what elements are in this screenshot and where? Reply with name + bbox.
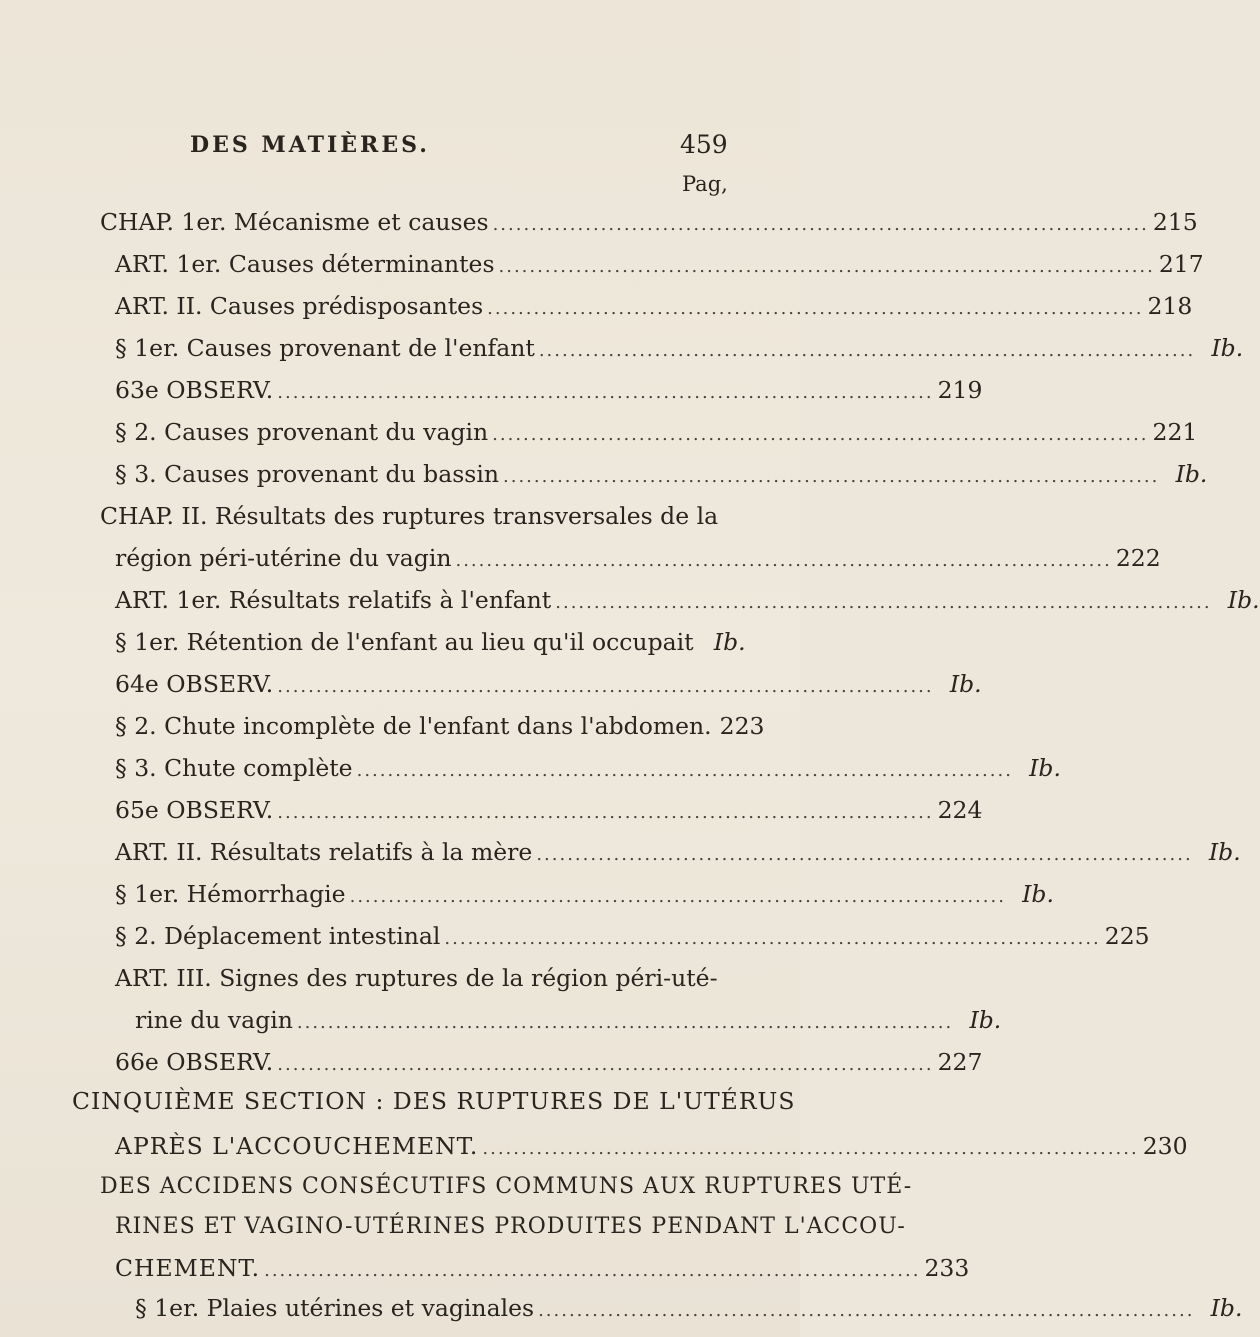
toc-entry-page: 230 xyxy=(1142,1132,1188,1160)
dot-leader: ..................................................................................... xyxy=(455,550,1112,571)
pag-column-label: Pag, xyxy=(682,172,728,196)
toc-entry-text: § 3. Causes provenant du bassin xyxy=(115,460,500,488)
toc-entry xyxy=(115,628,746,656)
toc-entry-text: § 1er. Causes provenant de l'enfant xyxy=(115,334,535,362)
toc-entry-page: 215 xyxy=(1152,208,1198,236)
toc-entry xyxy=(115,376,983,404)
toc-entry-page: Ib. xyxy=(713,628,746,656)
toc-entry-page: 221 xyxy=(1152,418,1198,446)
dot-leader: ..................................................................................... xyxy=(492,214,1149,235)
toc-entry-text: ART. 1er. Résultats relatifs à l'enfant xyxy=(115,586,552,614)
dot-leader: ..................................................................................... xyxy=(487,298,1144,319)
toc-entry-page: 225 xyxy=(1104,922,1150,950)
dot-leader: ..................................................................................... xyxy=(492,424,1149,445)
dot-leader: ..................................................................................... xyxy=(538,340,1196,361)
toc-entry-text: ART. III. Signes des ruptures de la région péri-uté- xyxy=(115,964,718,992)
toc-entry-text: 66e OBSERV. xyxy=(115,1048,274,1076)
dot-leader: ..................................................................................... xyxy=(277,1054,934,1075)
toc-entry-page: 223 xyxy=(719,712,765,740)
toc-entry-text: 64e OBSERV. xyxy=(115,670,274,698)
toc-entry xyxy=(135,1294,1243,1322)
toc-entry-page: 224 xyxy=(937,796,983,824)
toc-entry-text: APRÈS L'ACCOUCHEMENT. xyxy=(115,1132,479,1160)
toc-entry-page: Ib. xyxy=(1227,586,1260,614)
toc-entry-text: § 1er. Hémorrhagie xyxy=(115,880,346,908)
toc-entry-text: § 1er. Plaies utérines et vaginales xyxy=(135,1294,535,1322)
toc-entry xyxy=(115,880,1054,908)
toc-entry xyxy=(115,460,1208,488)
toc-entry-text: ART. II. Causes prédisposantes xyxy=(115,292,484,320)
toc-entry-text: ART. 1er. Causes déterminantes xyxy=(115,250,495,278)
dot-leader: ..................................................................................... xyxy=(277,382,934,403)
toc-entry-page: Ib. xyxy=(1211,334,1244,362)
toc-entry-text: 63e OBSERV. xyxy=(115,376,274,404)
toc-entry-text: DES ACCIDENS CONSÉCUTIFS COMMUNS AUX RUPTURES UTÉ- xyxy=(100,1174,913,1199)
toc-entry-page: 227 xyxy=(937,1048,983,1076)
dot-leader: ..................................................................................... xyxy=(264,1260,921,1281)
dot-leader: ..................................................................................... xyxy=(482,1138,1139,1159)
toc-entry xyxy=(115,1048,983,1076)
toc-entry-page: Ib. xyxy=(1208,838,1241,866)
toc-entry-text: § 2. Déplacement intestinal xyxy=(115,922,441,950)
dot-leader: ..................................................................................... xyxy=(555,592,1212,613)
toc-entry-page: Ib. xyxy=(949,670,982,698)
toc-entry-page: Ib. xyxy=(1175,460,1208,488)
toc-entry-page: Ib. xyxy=(1029,754,1061,782)
toc-entry-text: ART. II. Résultats relatifs à la mère xyxy=(115,838,533,866)
toc-entry xyxy=(115,586,1260,614)
toc-entry-text: RINES ET VAGINO-UTÉRINES PRODUITES PENDANT L'ACCOU- xyxy=(115,1214,906,1239)
toc-entry-text: § 2. Causes provenant du vagin xyxy=(115,418,489,446)
toc-entry xyxy=(115,292,1193,320)
toc-entry-page: 217 xyxy=(1158,250,1204,278)
toc-entry-text: CHAP. 1er. Mécanisme et causes xyxy=(100,208,489,236)
toc-entry xyxy=(115,334,1244,362)
section-heading: CINQUIÈME SECTION : DES RUPTURES DE L'UTÉRUS xyxy=(72,1087,796,1115)
dot-leader: ..................................................................................... xyxy=(444,928,1101,949)
toc-entry-text: région péri-utérine du vagin xyxy=(115,544,452,572)
toc-entry-page: Ib. xyxy=(1022,880,1054,908)
toc-entry-page: 219 xyxy=(937,376,983,404)
toc-entry-page: 233 xyxy=(924,1254,970,1282)
toc-entry xyxy=(115,838,1241,866)
running-title: DES MATIÈRES. xyxy=(190,132,430,158)
toc-entry-text: 65e OBSERV. xyxy=(115,796,274,824)
toc-entry-text: CHAP. II. Résultats des ruptures transversales de la xyxy=(100,502,719,530)
dot-leader: ..................................................................................... xyxy=(349,886,1006,907)
toc-entry xyxy=(115,922,1150,950)
toc-entry-text: CHEMENT. xyxy=(115,1254,261,1282)
toc-entry xyxy=(135,1006,1002,1034)
toc-entry-page: Ib. xyxy=(969,1006,1002,1034)
toc-entry-page: 218 xyxy=(1147,292,1193,320)
dot-leader: ..................................................................................... xyxy=(536,844,1193,865)
toc-entry-text: rine du vagin xyxy=(135,1006,293,1034)
dot-leader: ..................................................................................... xyxy=(277,676,934,697)
toc-entry xyxy=(115,1254,970,1282)
dot-leader: ..................................................................................... xyxy=(503,466,1160,487)
dot-leader: ..................................................................................... xyxy=(296,1012,954,1033)
toc-entry xyxy=(115,1132,1188,1160)
toc-entry-page: Ib. xyxy=(1210,1294,1243,1322)
page-number: 459 xyxy=(680,130,728,159)
toc-entry-text: § 1er. Rétention de l'enfant au lieu qu'il occupait xyxy=(115,628,694,656)
dot-leader: ..................................................................................... xyxy=(277,802,934,823)
toc-entry xyxy=(115,544,1161,572)
toc-entry xyxy=(115,712,765,740)
toc-entry-text: § 2. Chute incomplète de l'enfant dans l'abdomen. xyxy=(115,712,712,740)
toc-entry xyxy=(115,754,1061,782)
toc-entry xyxy=(115,418,1198,446)
toc-entry-page: 222 xyxy=(1115,544,1161,572)
toc-entry xyxy=(100,208,1198,236)
dot-leader: ..................................................................................... xyxy=(538,1300,1195,1321)
toc-entry-text: § 3. Chute complète xyxy=(115,754,353,782)
toc-entry xyxy=(115,670,982,698)
toc-entry xyxy=(115,796,983,824)
dot-leader: ..................................................................................... xyxy=(356,760,1013,781)
toc-entry xyxy=(115,250,1204,278)
dot-leader: ..................................................................................... xyxy=(498,256,1155,277)
